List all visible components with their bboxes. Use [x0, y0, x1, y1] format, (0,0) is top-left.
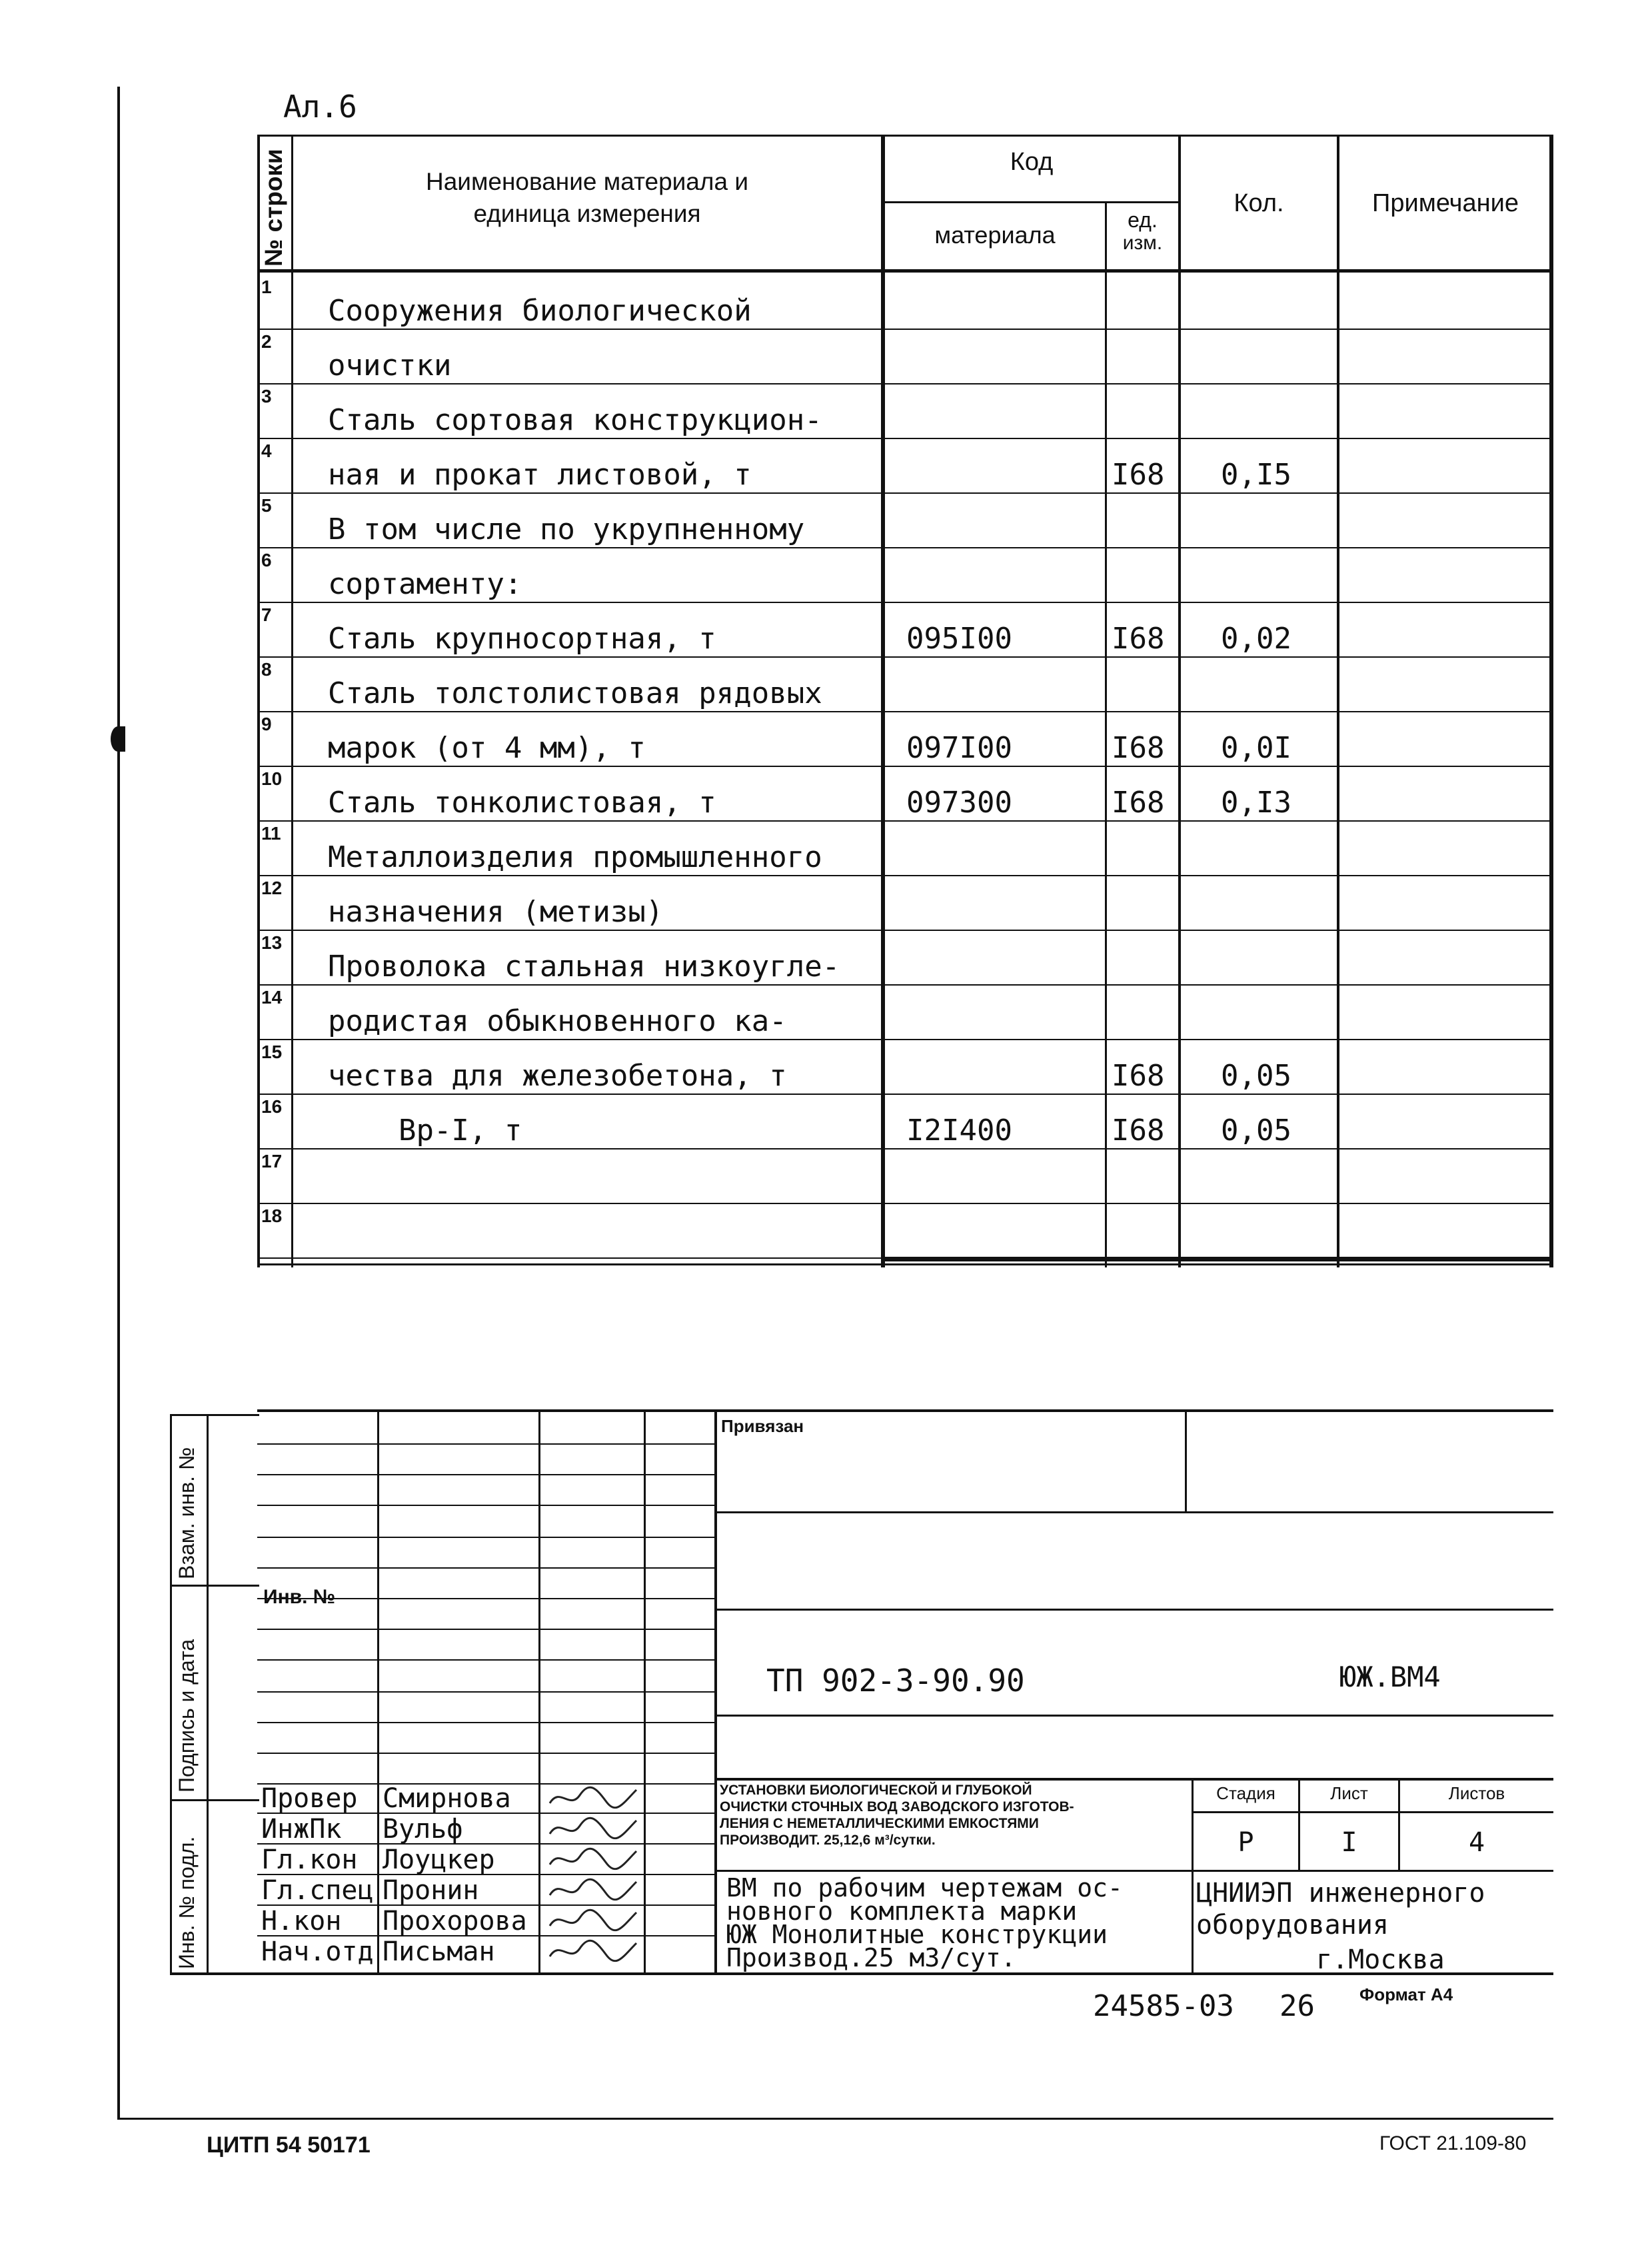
inv-no-label: Инв. №: [263, 1586, 336, 1608]
material-name: Металлоизделия промышленного: [328, 840, 822, 874]
stage-value: Р: [1238, 1827, 1254, 1858]
title-line-2: ОЧИСТКИ СТОЧНЫХ ВОД ЗАВОДСКОГО ИЗГОТОВ-: [720, 1799, 1074, 1815]
stamp-grid-line: [257, 1474, 714, 1475]
sheet-label: Лист: [1330, 1783, 1368, 1803]
header-note: Примечание: [1372, 189, 1519, 217]
header-row-no: № строки: [260, 149, 287, 267]
material-name: родистая обыкновенного ка-: [328, 1004, 787, 1038]
unit-code: I68: [1112, 622, 1165, 656]
stamp-grid-line: [257, 1753, 714, 1754]
signer-role: Провер: [261, 1783, 358, 1814]
footer-left-code: ЦИТП 54 50171: [207, 2132, 371, 2158]
row-number: 8: [261, 659, 272, 680]
row-number: 15: [261, 1042, 283, 1062]
stamp-grid-line: [257, 1722, 714, 1723]
signer-name: Вульф: [383, 1814, 463, 1845]
row-number: 18: [261, 1205, 283, 1226]
material-name: очистки: [328, 349, 452, 382]
signer-name: Письман: [383, 1936, 495, 1967]
sheet-marker: Ал.6: [283, 89, 357, 125]
material-name: В том числе по укрупненному: [328, 512, 805, 546]
row-number: 4: [261, 440, 272, 461]
footer-page: 26: [1279, 1989, 1315, 2023]
quantity: 0,I5: [1221, 458, 1291, 492]
material-name: Сталь сортовая конструкцион-: [328, 403, 822, 437]
header-name-line2: единица измерения: [473, 200, 701, 227]
stage-label: Стадия: [1216, 1783, 1275, 1803]
quantity: 0,02: [1221, 622, 1291, 656]
sheets-value: 4: [1468, 1827, 1485, 1858]
stamp-grid-line: [257, 1505, 714, 1506]
quantity: 0,0I: [1221, 731, 1291, 765]
stamp-grid-line: [257, 1629, 714, 1630]
signer-role: Н.кон: [261, 1906, 342, 1936]
signer-role: Гл.кон: [261, 1845, 358, 1875]
header-unit-line2: изм.: [1122, 232, 1163, 254]
signature: [546, 1906, 640, 1935]
label-inv-podl: Инв. № подл.: [175, 1836, 199, 1969]
material-name: назначения (метизы): [328, 895, 664, 929]
org-line-3: г.Москва: [1316, 1944, 1445, 1975]
footer-format: Формат А4: [1359, 1984, 1453, 2004]
material-name: Проволока стальная низкоугле-: [328, 950, 840, 984]
doc-mark: ЮЖ.ВМ4: [1339, 1661, 1441, 1693]
label-podpis-data: Подпись и дата: [175, 1639, 199, 1793]
unit-code: I68: [1112, 786, 1165, 820]
material-name: Сооружения биологической: [328, 294, 752, 328]
stamp-grid-line: [257, 1537, 714, 1538]
row-number: 2: [261, 331, 272, 352]
row-number: 11: [261, 823, 281, 844]
title-line-1: УСТАНОВКИ БИОЛОГИЧЕСКОЙ И ГЛУБОКОЙ: [720, 1783, 1032, 1798]
material-name: сортаменту:: [328, 567, 522, 601]
signer-name: Лоуцкер: [383, 1845, 495, 1875]
privyazan-label: Привязан: [721, 1416, 804, 1436]
desc-line-3: ЮЖ Монолитные конструкции: [726, 1920, 1108, 1949]
row-number: 6: [261, 550, 272, 570]
header-code: Код: [1010, 148, 1054, 176]
signer-role: Нач.отд: [261, 1936, 374, 1967]
material-name: марок (от 4 мм), т: [328, 731, 646, 765]
signer-name: Пронин: [383, 1875, 479, 1906]
row-number: 14: [261, 987, 283, 1008]
row-number: 7: [261, 604, 272, 625]
doc-code: ТП 902-3-90.90: [766, 1663, 1025, 1699]
sheet-value: I: [1341, 1827, 1357, 1858]
desc-line-1: ВМ по рабочим чертежам ос-: [726, 1873, 1123, 1902]
unit-code: I68: [1112, 1114, 1165, 1147]
header-qty: Кол.: [1234, 189, 1284, 217]
row-number: 1: [261, 277, 272, 297]
signer-name: Прохорова: [383, 1906, 527, 1936]
header-unit-line1: ед.: [1128, 208, 1158, 232]
row-number: 3: [261, 386, 272, 406]
material-name: Вр-I, т: [328, 1114, 522, 1147]
material-code: 097300: [906, 786, 1012, 820]
label-vzam-inv: Взам. инв. №: [175, 1447, 199, 1579]
signature: [546, 1936, 640, 1966]
header-material: материала: [934, 221, 1056, 249]
row-number: 17: [261, 1151, 283, 1171]
signer-name: Смирнова: [383, 1783, 511, 1814]
material-name: Сталь толстолистовая рядовых: [328, 676, 822, 710]
desc-line-2: новного комплекта марки: [726, 1896, 1078, 1926]
quantity: 0,05: [1221, 1114, 1291, 1147]
material-name: чества для железобетона, т: [328, 1059, 787, 1093]
row-number: 9: [261, 714, 272, 734]
quantity: 0,05: [1221, 1059, 1291, 1093]
material-name: ная и прокат листовой, т: [328, 458, 752, 492]
org-line-2: оборудования: [1196, 1910, 1389, 1940]
quantity: 0,I3: [1221, 786, 1291, 820]
stamp-grid-line: [257, 1567, 714, 1569]
row-number: 13: [261, 932, 283, 953]
title-line-3: ЛЕНИЯ С НЕМЕТАЛЛИЧЕСКИМИ ЕМКОСТЯМИ: [720, 1816, 1039, 1831]
unit-code: I68: [1112, 731, 1165, 765]
signature: [546, 1845, 640, 1874]
signature: [546, 1814, 640, 1843]
stamp-grid-line: [257, 1443, 714, 1445]
material-code: 095I00: [906, 622, 1012, 656]
material-code: 097I00: [906, 731, 1012, 765]
row-number: 5: [261, 495, 272, 516]
unit-code: I68: [1112, 1059, 1165, 1093]
unit-code: I68: [1112, 458, 1165, 492]
org-line-1: ЦНИИЭП инженерного: [1196, 1878, 1485, 1908]
sheets-label: Листов: [1448, 1783, 1505, 1803]
header-name-line1: Наименование материала и: [425, 168, 749, 195]
title-line-4: ПРОИЗВОДИТ. 25,12,6 м³/сутки.: [720, 1833, 936, 1848]
signer-role: ИнжПк: [261, 1814, 342, 1845]
footer-gost: ГОСТ 21.109-80: [1379, 2132, 1527, 2154]
material-code: I2I400: [906, 1114, 1012, 1147]
material-name: Сталь крупносортная, т: [328, 622, 716, 656]
signature: [546, 1875, 640, 1904]
signer-role: Гл.спец: [261, 1875, 374, 1906]
footer-doc-number: 24585-03: [1093, 1989, 1234, 2023]
stamp-grid-line: [257, 1659, 714, 1661]
desc-line-4: Производ.25 м3/сут.: [726, 1943, 1016, 1972]
row-number: 10: [261, 768, 283, 789]
row-number: 12: [261, 878, 283, 898]
row-number: 16: [261, 1096, 283, 1117]
signature: [546, 1783, 640, 1813]
stamp-grid-line: [257, 1691, 714, 1693]
material-name: Сталь тонколистовая, т: [328, 786, 716, 820]
